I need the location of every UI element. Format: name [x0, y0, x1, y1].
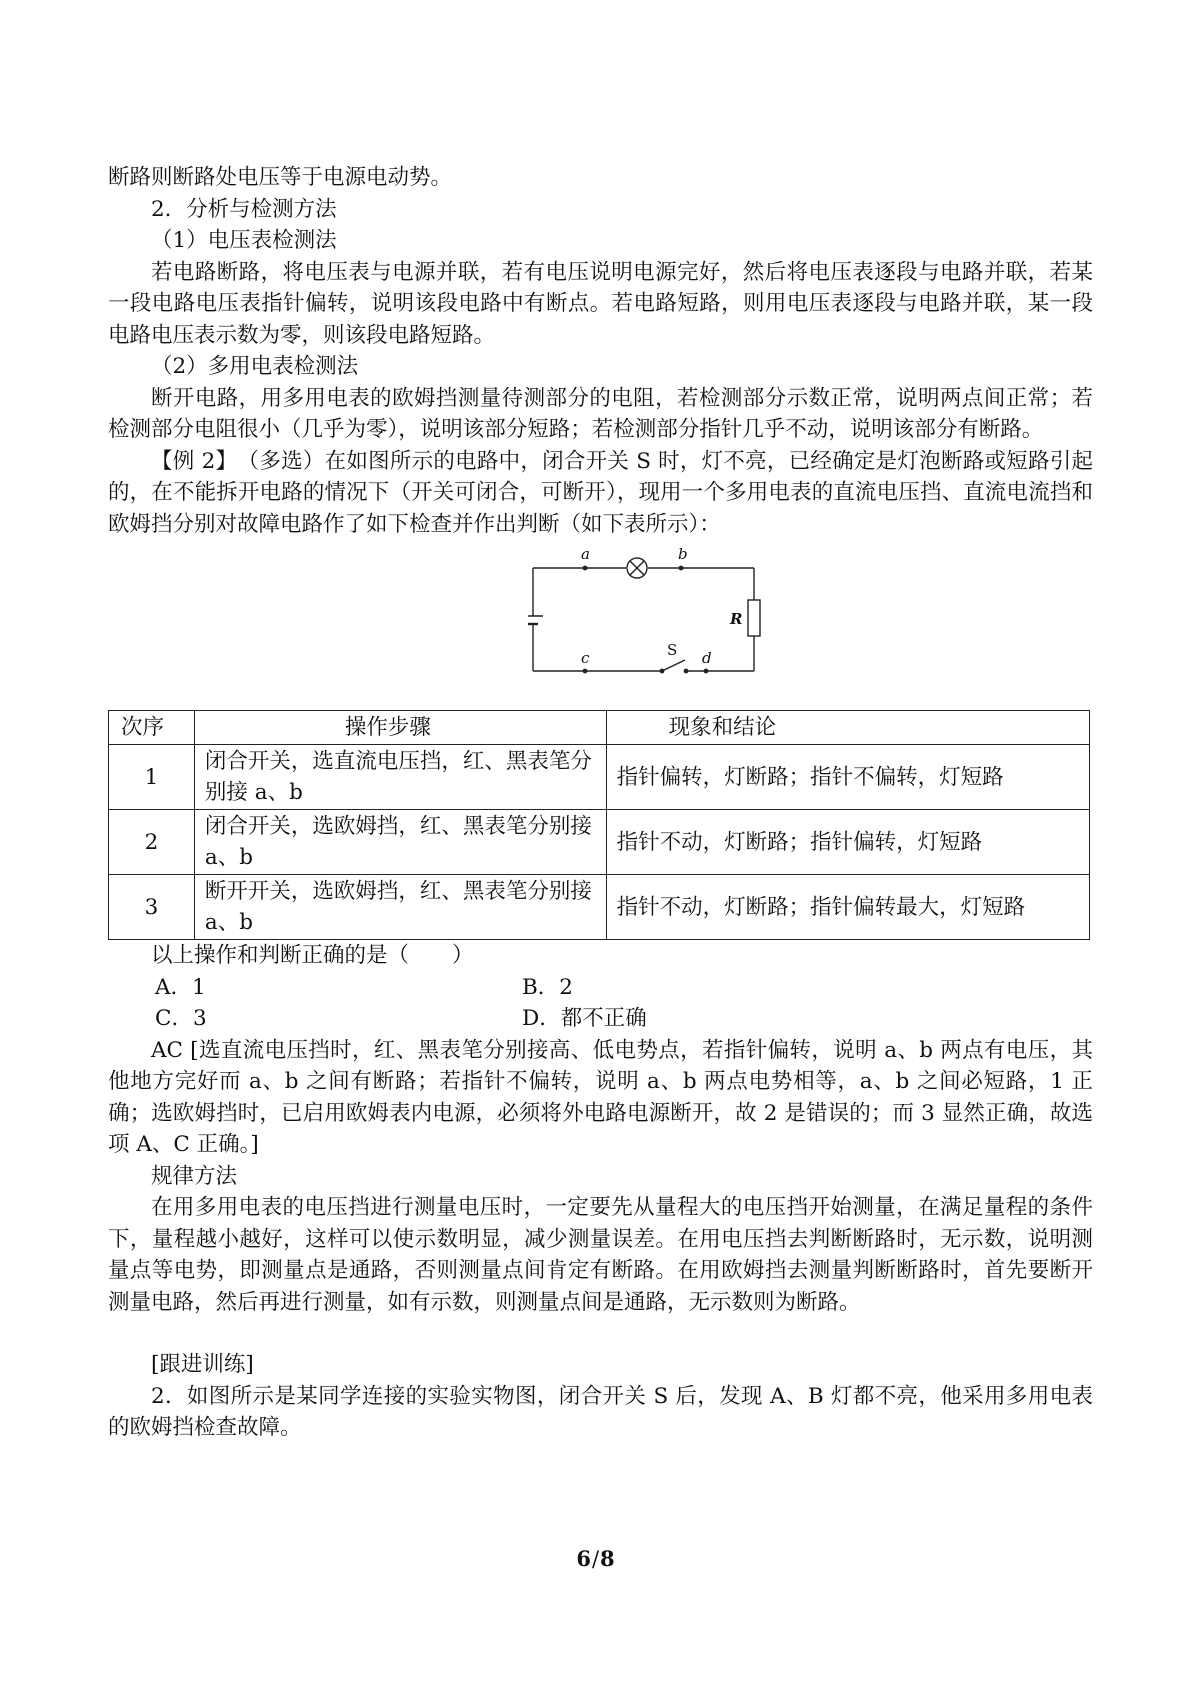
page-current: 6 [576, 1546, 591, 1571]
circuit-diagram [528, 546, 828, 692]
intro-tail-line: 断路则断路处电压等于电源电动势。 [108, 165, 453, 190]
example-paragraph: 【例 2】 （多选）在如图所示的电路中，闭合开关 S 时，灯不亮，已经确定是灯泡断路或短路引起的，在不能拆开电路的情况下（开关可闭合，可断开），现用一个多用电表的直流电压挡、直流电流挡和欧姆挡分别对故障电路作了如下检查并作出判断（如下表所示）： [108, 448, 1093, 537]
label-r: R [730, 610, 743, 628]
page-number [0, 1546, 1191, 1571]
label-s: S [667, 641, 678, 659]
header-operation: 操作步骤 [194, 711, 606, 745]
row-operation: 断开开关，选欧姆挡，红、黑表笔分别接 a、b [194, 875, 606, 940]
label-b: b [678, 546, 688, 563]
page-total: 8 [600, 1546, 615, 1571]
table-header-row [109, 711, 1090, 745]
node-c [583, 669, 588, 674]
section-gap [108, 1318, 1093, 1349]
label-a: a [581, 546, 590, 563]
answer-options [108, 972, 1093, 1035]
inspection-table [108, 710, 1090, 940]
page-content [108, 162, 1093, 1444]
table-row [109, 745, 1090, 810]
row-operation: 闭合开关，选欧姆挡，红、黑表笔分别接 a、b [194, 810, 606, 875]
header-result: 现象和结论 [606, 711, 1089, 745]
option-d: D．都不正确 [522, 1006, 647, 1031]
question-prompt: 以上操作和判断正确的是（ ） [151, 943, 474, 968]
voltmeter-subheading: （1）电压表检测法 [151, 228, 337, 253]
practice-question: 2．如图所示是某同学连接的实验实物图，闭合开关 S 后，发现 A、B 灯都不亮，他采用多用电表的欧姆挡检查故障。 [108, 1383, 1093, 1440]
table-row [109, 875, 1090, 940]
row-operation: 闭合开关，选直流电压挡，红、黑表笔分别接 a、b [194, 745, 606, 810]
multimeter-subheading: （2）多用电表检测法 [151, 354, 359, 379]
header-order: 次序 [109, 711, 195, 745]
label-c: c [581, 649, 590, 667]
row-result: 指针偏转，灯断路；指针不偏转，灯短路 [606, 745, 1089, 810]
node-d [704, 669, 709, 674]
node-a [583, 566, 588, 571]
row-order: 3 [109, 875, 195, 940]
voltmeter-paragraph: 若电路断路，将电压表与电源并联，若有电压说明电源完好，然后将电压表逐段与电路并联，若某一段电路电压表指针偏转，说明该段电路中有断点。若电路短路，则用电压表逐段与电路并联，某一段电路电压表示数为零，则该段电路短路。 [108, 259, 1093, 348]
row-result: 指针不动，灯断路；指针偏转最大，灯短路 [606, 875, 1089, 940]
option-c: C．3 [155, 1006, 207, 1031]
label-d: d [702, 649, 712, 667]
option-a: A．1 [155, 974, 206, 1000]
practice-title: [跟进训练] [151, 1352, 254, 1377]
row-order: 2 [109, 810, 195, 875]
method-heading: 2．分析与检测方法 [151, 196, 337, 222]
row-result: 指针不动，灯断路；指针偏转，灯短路 [606, 810, 1089, 875]
method-title: 规律方法 [151, 1163, 238, 1189]
option-b: B．2 [522, 974, 573, 1000]
resistor-icon [748, 600, 760, 636]
node-b [679, 566, 684, 571]
table-row [109, 810, 1090, 875]
page-separator: / [591, 1547, 600, 1571]
method-paragraph: 在用多用电表的电压挡进行测量电压时，一定要先从量程大的电压挡开始测量，在满足量程的条件下，量程越小越好，这样可以使示数明显，减少测量误差。在用电压挡去判断断路时，无示数，说明测量点等电势，即测量点是通路，否则测量点间肯定有断路。在用欧姆挡去测量判断断路时，首先要断开测量电路，然后再进行测量，如有示数，则测量点间是通路，无示数则为断路。 [108, 1195, 1093, 1315]
answer-explanation: AC [选直流电压挡时，红、黑表笔分别接高、低电势点，若指针偏转，说明 a、b 两点有电压，其他地方完好而 a、b 之间有断路；若指针不偏转，说明 a、b 两点电势相等，a、b 之间必短路，1 正确；选欧姆挡时，已启用欧姆表内电源，必须将外电路电源断开，故 2 是错误的；而 3 显然正确，故选项 A、C 正确。] [108, 1037, 1093, 1157]
switch-icon [662, 660, 685, 671]
row-order: 1 [109, 745, 195, 810]
multimeter-paragraph: 断开电路，用多用电表的欧姆挡测量待测部分的电阻，若检测部分示数正常，说明两点间正常；若检测部分电阻很小（几乎为零），说明该部分短路；若检测部分指针几乎不动，说明该部分有断路。 [108, 385, 1093, 442]
switch-contact [684, 669, 689, 674]
switch-pivot [660, 669, 665, 674]
